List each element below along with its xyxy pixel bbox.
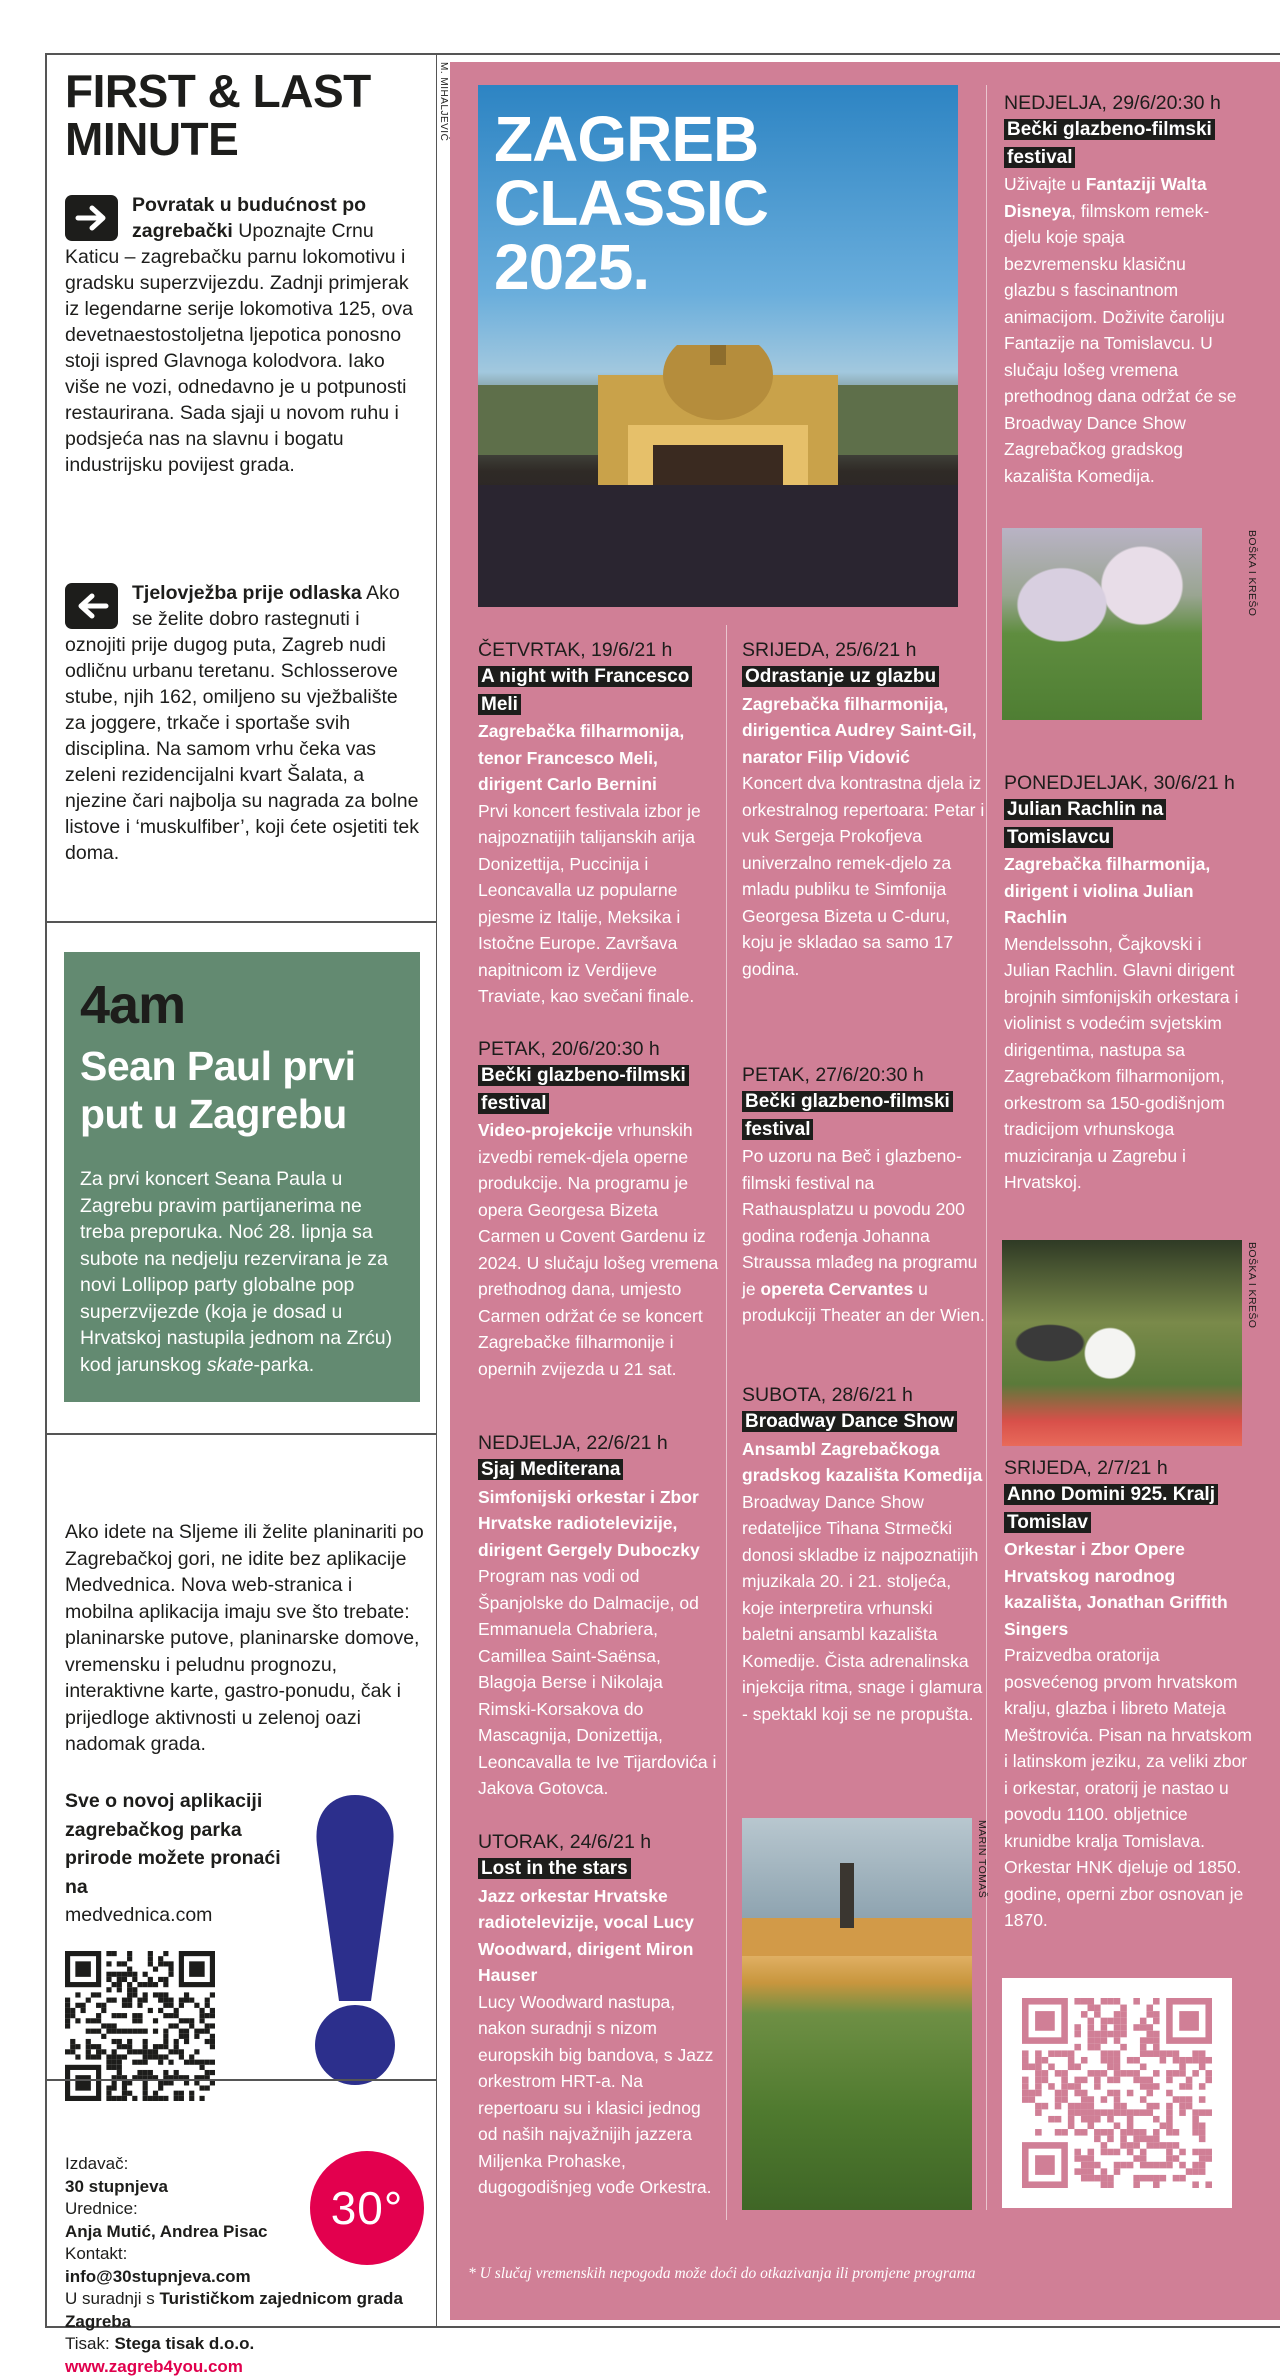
app-url-link[interactable]: medvednica.com [65,1904,213,1926]
photo-credit: BOŠKA I KREŠO [1246,530,1258,617]
event-item [1004,770,1240,1196]
event-text: Po uzoru na Beč i glazbeno-filmski festival na Rathausplatzu u povodu 200 godina rođenja Johanna Straussa mlađeg na programu je [742,1146,978,1299]
hero-title-line: 2025. [494,231,650,303]
station-building [742,1918,972,1956]
tip-povratak [65,192,420,478]
event-text: u produkciji Theater an der Wien. [742,1278,985,1325]
event-date: SUBOTA, 28/6/21 h [742,1384,913,1406]
event-item [478,1829,723,2201]
partner: Turističkom zajednicom grada Zagreba [65,2289,403,2331]
app-cta [65,1787,305,1930]
event-performers: Orkestar i Zbor Opere Hrvatskog narodnog kazališta, Jonathan Griffith Singers [1004,1539,1228,1639]
event-text: , filmskom remek-djelu koje spaja bezvremensku klasičnu glazbu s fascinantnom animacijom. Doživite čaroliju Fantazije na Tomislavcu. U slučaju lošeg vremena prethodnog dana održat će se Broadway Dance Show Zagrebačkog gradskog kazališta Komedija. [1004,200,1237,486]
app-cta-text: Sve o novoj aplikaciji zagrebačkog parka prirode možete pronaći na [65,1790,281,1898]
event-highlight: Fantaziji Walta Disneya [1004,174,1207,221]
contact-email-link[interactable]: info@30stupnjeva.com [65,2266,251,2286]
section-title: FIRST & LAST MINUTE [65,65,371,165]
exclamation-icon [313,1795,397,2085]
event-item [1004,1455,1254,1934]
feature-kicker: 4am [80,975,186,1035]
feature-box [64,952,420,1402]
event-performers: Simfonijski orkestar i Zbor Hrvatske radiotelevizije, dirigent Gergely Duboczky [478,1486,700,1560]
event-description [742,1143,987,1329]
tomislavac-lawn-photo [742,1818,972,2210]
audience-dog-photo [1002,1240,1242,1446]
event-title: Bečki glazbeno-filmski festival [478,1065,689,1114]
event-description: Praizvedba oratorija posvećenog prvom hrvatskom kralju, glazba i libreto Mateja Meštrovića. Pisan na hrvatskom i latinskom jeziku, za veliki zbor i orkestar, oratorij je nastao u povodu 1100. obljetnice krunidbe kralja Tomislava. Orkestar HNK djeluje od 1850. godine, operni zbor osnovan je 1870. [1004,1645,1253,1930]
event-description: Lucy Woodward nastupa, nakon suradnji s nizom europskih big bandova, s Jazz orkestrom HRT-a. Na repertoaru su i klasici jednog od naših najvažnijih jazzera Miljenka Prohaske, dugogodišnjeg vođe Orkestra. [478,1991,714,2197]
event-date: NEDJELJA, 22/6/21 h [478,1432,668,1454]
feature-body-italic: skate [206,1353,254,1376]
partner-prefix: U suradnji s [65,2289,160,2308]
event-performers: Zagrebačka filharmonija, dirigent i violina Julian Rachlin [1004,854,1211,927]
event-description: Koncert dva kontrastna djela iz orkestralnog repertoara: Petar i vuk Sergeja Prokofjeva univerzalno remek-djelo za mladu publiku te Simfonija Georgesa Bizeta u C-duru, koju je skladao sa samo 17 godina. [742,773,985,979]
weather-footnote: * U slučaj vremenskih nepogoda može doći do otkazivanja ili promjene programa [468,2265,976,2282]
event-title: Lost in the stars [478,1858,631,1879]
column-divider [436,53,437,2328]
feature-body-end: -parka. [253,1353,315,1376]
event-text: vrhunskih izvedbi remek-djela operne produkcije. Na programu je opera Georgesa Bizeta Carmen u Covent Gardenu iz 2024. U slučaju lošeg vremena prethodnog dana, umjesto Carmen održat će se koncert Zagrebačke filharmonije i opernih zvijezda u 21 sat. [478,1120,719,1379]
event-item [1004,90,1240,489]
section-divider [47,921,436,923]
editors: Anja Mutić, Andrea Pisac [65,2221,268,2241]
qr-code-pattern [1022,1998,1212,2188]
event-description: Broadway Dance Show redateljice Tihana Strmečki donosi skladbe iz najpoznatijih mjuzikala 20. i 21. stoljeća, koje interpretira vrhunski baletni ansambl kazališta Komedije. Čista adrenalinska injekcija ritma, snage i glamura - spektakl koji se ne propušta. [742,1491,983,1724]
event-description: Program nas vodi od Španjolske do Dalmacije, od Emmanuela Chabriera, Camillea Saint-Saënsa, Blagoja Berse i Nikolaja Rimski-Korsakova do Mascagnija, Donizettija, Leoncavalla te Ive Tijardovića i Jakova Gotovca. [478,1566,717,1798]
photo-credit-hero: M. MIHALJEVIĆ [438,62,449,142]
event-performers: Jazz orkestar Hrvatske radiotelevizije, vocal Lucy Woodward, dirigent Miron Hauser [478,1885,694,1985]
event-title: Sjaj Mediterana [478,1459,623,1480]
event-title: Odrastanje uz glazbu [742,666,939,687]
print-label: Tisak: [65,2334,115,2353]
event-performers: Zagrebačka filharmonija, tenor Francesco Meli, dirigent Carlo Bernini [478,721,685,794]
feature-title: Sean Paul prvi put u Zagrebu [80,1043,356,1137]
event-text: Uživajte u [1004,174,1086,194]
qr-code-program[interactable] [1002,1978,1232,2208]
event-title: A night with Francesco Meli [478,666,692,715]
tip-body: Ako se želite dobro rastegnuti i oznojiti prije dugog puta, Zagreb nudi odličnu urbanu teretanu. Schlosserove stube, njih 162, omiljeno su vježbalište za joggere, trkače i sportaše svih disciplina. Na samom vrhu čeka vas zeleni rezidencijalni kvart Šalata, a njezine čari najbolja su nagrada za bolne listove i ‘muskulfiber’, koji ćete osjetiti tek doma. [65,582,420,864]
event-date: NEDJELJA, 29/6/20:30 h [1004,92,1221,114]
feature-body [80,1166,404,1378]
hero-title-line: CLASSIC [494,167,768,239]
photo-credit: MARIN TOMAŠ [976,1820,988,1899]
event-performers: Zagrebačka filharmonija, dirigentica Audrey Saint-Gil, narator Filip Vidović [742,693,977,767]
event-title: Bečki glazbeno-filmski festival [1004,119,1215,168]
hero-title-line: ZAGREB [494,103,759,175]
column-rule [726,625,727,2220]
event-date: PONEDJELJAK, 30/6/21 h [1004,772,1235,794]
event-title: Bečki glazbeno-filmski festival [742,1091,953,1140]
event-performers: Ansambl Zagrebačkoga gradskog kazališta Komedija [742,1438,983,1485]
concert-audience-photo [1002,528,1202,720]
event-date: PETAK, 27/6/20:30 h [742,1064,924,1086]
editors-label: Urednice: [65,2199,138,2218]
event-item [478,1036,723,1382]
event-description: Prvi koncert festivala izbor je najpoznatijih talijanskih arija Donizettija, Puccinija i Leoncavalla uz popularne pjesme iz Italije, Meksika i Istočne Europe. Završava napitnicom iz Verdijeve Traviate, kao svečani finale. [478,800,701,1006]
tip-tjelovjezba [65,580,420,866]
event-title: Broadway Dance Show [742,1411,957,1432]
event-item [742,1062,987,1329]
hero-title [494,103,768,303]
page-frame-top [45,53,1280,55]
website-link[interactable]: www.zagreb4you.com [65,2356,243,2376]
hero-image [478,85,958,607]
feature-body-text: Za prvi koncert Seana Paula u Zagrebu pravim partijanerima ne treba preporuka. Noć 28. lipnja sa subote na nedjelju rezervirana je za novi Lollipop party globalne pop superzvijezde (koja je dosad u Hrvatskoj nastupila jednom na Zrću) kod jarunskog [80,1168,393,1376]
statue [840,1863,854,1928]
event-highlight: opereta Cervantes [760,1278,914,1299]
arrow-right-icon [65,195,118,241]
logo-30-stupnjeva: 30° [310,2151,424,2265]
pavilion-illustration [478,345,958,607]
event-item [742,637,987,982]
event-title: Anno Domini 925. Kralj Tomislav [1004,1484,1218,1533]
app-description: Ako idete na Sljeme ili želite planinariti po Zagrebačkoj gori, ne idite bez aplikacije Medvednica. Nova web-stranica i mobilna aplikacija imaju sve što trebate: planinarske putove, planinarske domove, vremensku i peludnu prognozu, interaktivne karte, gastro-ponudu, čak i prijedloge aktivnosti u zelenoj oazi nadomak grada. [65,1521,424,1755]
photo-credit: BOŠKA I KREŠO [1246,1242,1258,1329]
tip-heading: Povratak u budućnost po zagrebački [132,194,367,242]
event-description [1004,171,1240,489]
event-item [478,1430,723,1802]
publisher: 30 stupnjeva [65,2176,168,2196]
event-date: SRIJEDA, 2/7/21 h [1004,1457,1168,1479]
event-description: Mendelssohn, Čajkovski i Julian Rachlin. Glavni dirigent brojnih simfonijskih orkestara i violinist s vodećim svjetskim dirigentima, nastupa sa Zagrebačkom filharmonijom, orkestrom sa 150-godišnjom tradicijom vrhunskoga muziciranja u Zagrebu i Hrvatskoj. [1004,933,1239,1192]
tip-heading: Tjelovježba prije odlaska [132,582,362,604]
event-date: ČETVRTAK, 19/6/21 h [478,639,673,661]
event-date: PETAK, 20/6/20:30 h [478,1038,660,1060]
page-frame-left [45,53,47,2328]
event-item [478,637,723,1010]
arrow-left-icon [65,583,118,629]
section-divider [47,1433,436,1435]
printer: Stega tisak d.o.o. [114,2334,255,2353]
tip-body: Upoznajte Crnu Katicu – zagrebačku parnu lokomotivu i gradsku superzvijezdu. Zadnji primjerak iz legendarne serije lokomotiva 125, ova devetnaestostoljetna ljepotica ponosno stoji ispred Glavnoga kolodvora. Iako više ne vozi, odnedavno je u potpunosti restaurirana. Sada sjaji u novom ruhu i podsjeća nas na slavnu i bogatu industrijsku povijest grada. [65,220,413,476]
section-divider [47,2079,436,2081]
event-lead: Video-projekcije [478,1120,613,1140]
event-date: UTORAK, 24/6/21 h [478,1831,652,1853]
publisher-label: Izdavač: [65,2154,129,2173]
event-item [742,1382,987,1727]
event-title: Julian Rachlin na Tomislavcu [1004,799,1166,848]
event-description [478,1117,723,1382]
event-date: SRIJEDA, 25/6/21 h [742,639,917,661]
contact-label: Kontakt: [65,2244,128,2263]
